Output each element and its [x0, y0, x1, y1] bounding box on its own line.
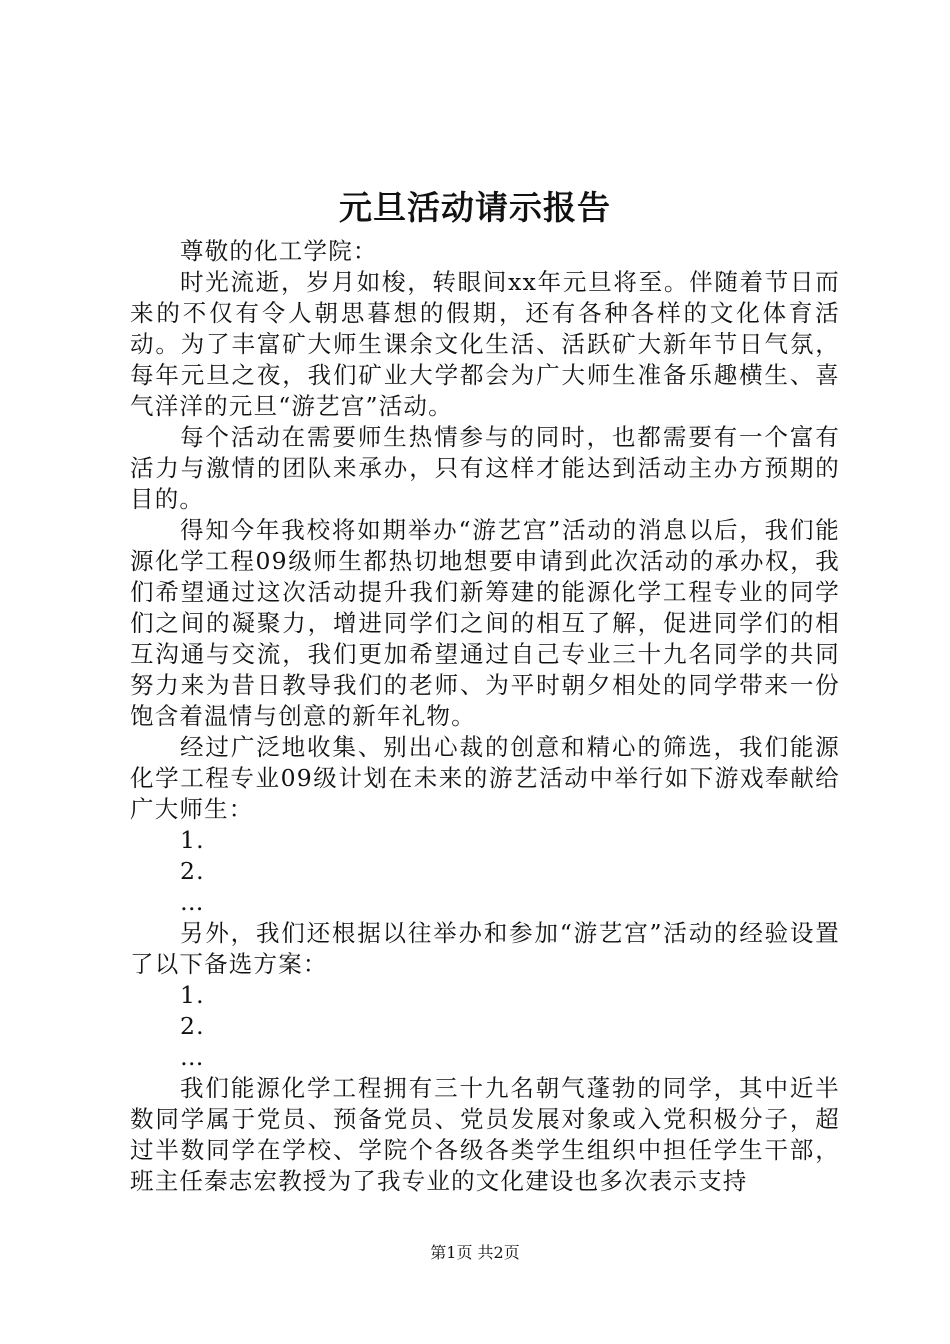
- list-item: …: [180, 888, 205, 916]
- list-item: …: [180, 1043, 205, 1071]
- paragraph: 每个活动在需要师生热情参与的同时，也都需要有一个富有活力与激情的团队来承办，只有这样才能达到活动主办方预期的目的。: [130, 423, 840, 513]
- paragraph: 时光流逝，岁月如梭，转眼间xx年元旦将至。伴随着节日而来的不仅有令人朝思暮想的假期，还有各种各样的文化体育活动。为了丰富矿大师生课余文化生活、活跃矿大新年节日气氛，每年元旦之夜，我们矿业大学都会为广大师生准备乐趣横生、喜气洋洋的元旦“游艺宫”活动。: [130, 268, 840, 420]
- list-item: 1.: [180, 981, 205, 1009]
- paragraph: 得知今年我校将如期举办“游艺宫”活动的消息以后，我们能源化学工程09级师生都热切地想要申请到此次活动的承办权，我们希望通过这次活动提升我们新筹建的能源化学工程专业的同学们之间的凝聚力，增进同学们之间的相互了解，促进同学们的相互沟通与交流，我们更加希望通过自己专业三十九名同学的共同努力来为昔日教导我们的老师、为平时朝夕相处的同学带来一份饱含着温情与创意的新年礼物。: [130, 516, 840, 730]
- paragraph: 经过广泛地收集、别出心裁的创意和精心的筛选，我们能源化学工程专业09级计划在未来的游艺活动中举行如下游戏奉献给广大师生：: [130, 733, 840, 823]
- document-body: [130, 236, 840, 1197]
- paragraph: 另外，我们还根据以往举办和参加“游艺宫”活动的经验设置了以下备选方案：: [130, 919, 840, 978]
- paragraph: 我们能源化学工程拥有三十九名朝气蓬勃的同学，其中近半数同学属于党员、预备党员、党员发展对象或入党积极分子，超过半数同学在学校、学院个各级各类学生组织中担任学生干部，班主任秦志宏教授为了我专业的文化建设也多次表示支持: [130, 1074, 840, 1195]
- page-footer: 第1页 共2页: [430, 1243, 520, 1262]
- document-title: 元旦活动请示报告: [339, 188, 611, 227]
- list-item: 1.: [180, 826, 205, 854]
- list-item: 2.: [180, 1012, 205, 1040]
- list-item: 2.: [180, 857, 205, 885]
- salutation: 尊敬的化工学院：: [180, 237, 378, 265]
